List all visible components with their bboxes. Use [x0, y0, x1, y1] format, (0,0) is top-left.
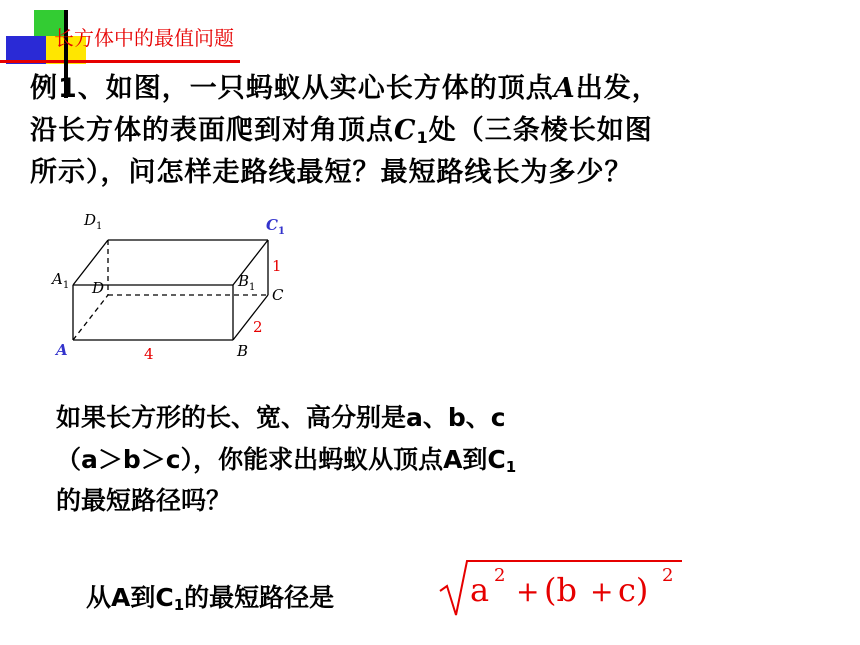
width-label: 2: [253, 318, 263, 336]
label-d1: D: [84, 211, 97, 229]
svg-text:A1: [50, 270, 69, 291]
label-b1: B: [238, 272, 250, 290]
label-a1: A: [52, 270, 63, 288]
problem-text: 处（三条棱长如图: [428, 115, 653, 146]
label-c1: C: [266, 216, 278, 234]
svg-text:D1: [83, 211, 102, 232]
subscript: 1: [277, 226, 285, 237]
formula-plus-2: +: [590, 575, 614, 608]
answer-text-b: 的最短路径是: [184, 583, 335, 612]
subscript: 1: [416, 128, 429, 148]
vertex-a-label: A: [553, 73, 576, 104]
formula-c: c): [618, 571, 649, 609]
formula: [436, 555, 696, 625]
subscript: 1: [505, 457, 517, 476]
cuboid-diagram: [40, 200, 310, 370]
subscript: 1: [173, 595, 185, 614]
formula-exp-1: 2: [494, 565, 506, 586]
deco-red-line: [0, 60, 240, 63]
hidden-edge: [73, 295, 108, 340]
subscript: 1: [96, 221, 103, 232]
problem-text: 例1、如图，一只蚂蚁从实心长方体的顶点: [30, 73, 554, 104]
problem-line-3: 所示），问怎样走路线最短？最短路线长为多少？: [30, 157, 633, 188]
subscript: 1: [249, 282, 256, 293]
answer-text: [86, 578, 334, 614]
svg-text:B1: [237, 272, 255, 293]
formula-plus-1: +: [516, 575, 540, 608]
question-line-2: [56, 440, 516, 476]
svg-text:C1: [266, 216, 285, 237]
subscript: 1: [62, 280, 70, 291]
formula-a: a: [470, 571, 490, 609]
question-line-3: 的最短路径吗？: [56, 486, 232, 515]
problem-line-1: [30, 66, 660, 105]
problem-line-2: [30, 108, 653, 147]
slide-title: 长方体中的最值问题: [54, 26, 234, 50]
edge: [233, 295, 268, 340]
formula-exp-2: 2: [662, 565, 674, 586]
formula-b: (b: [544, 571, 577, 609]
problem-text: 沿长方体的表面爬到对角顶点: [30, 115, 394, 146]
vertex-c1-label: C: [394, 115, 417, 146]
question-text: （a＞b＞c），你能求出蚂蚁从顶点A到C: [56, 445, 506, 474]
label-c: C: [272, 286, 284, 304]
problem-text: 出发，: [575, 73, 660, 104]
answer-text-a: 从A到C: [86, 583, 174, 612]
label-a: A: [56, 341, 68, 359]
question-line-1: 如果长方形的长、宽、高分别是a、b、c: [56, 403, 506, 432]
label-d: D: [92, 279, 105, 297]
label-b: B: [237, 342, 249, 360]
length-label: 4: [144, 345, 154, 363]
height-label: 1: [272, 257, 282, 275]
